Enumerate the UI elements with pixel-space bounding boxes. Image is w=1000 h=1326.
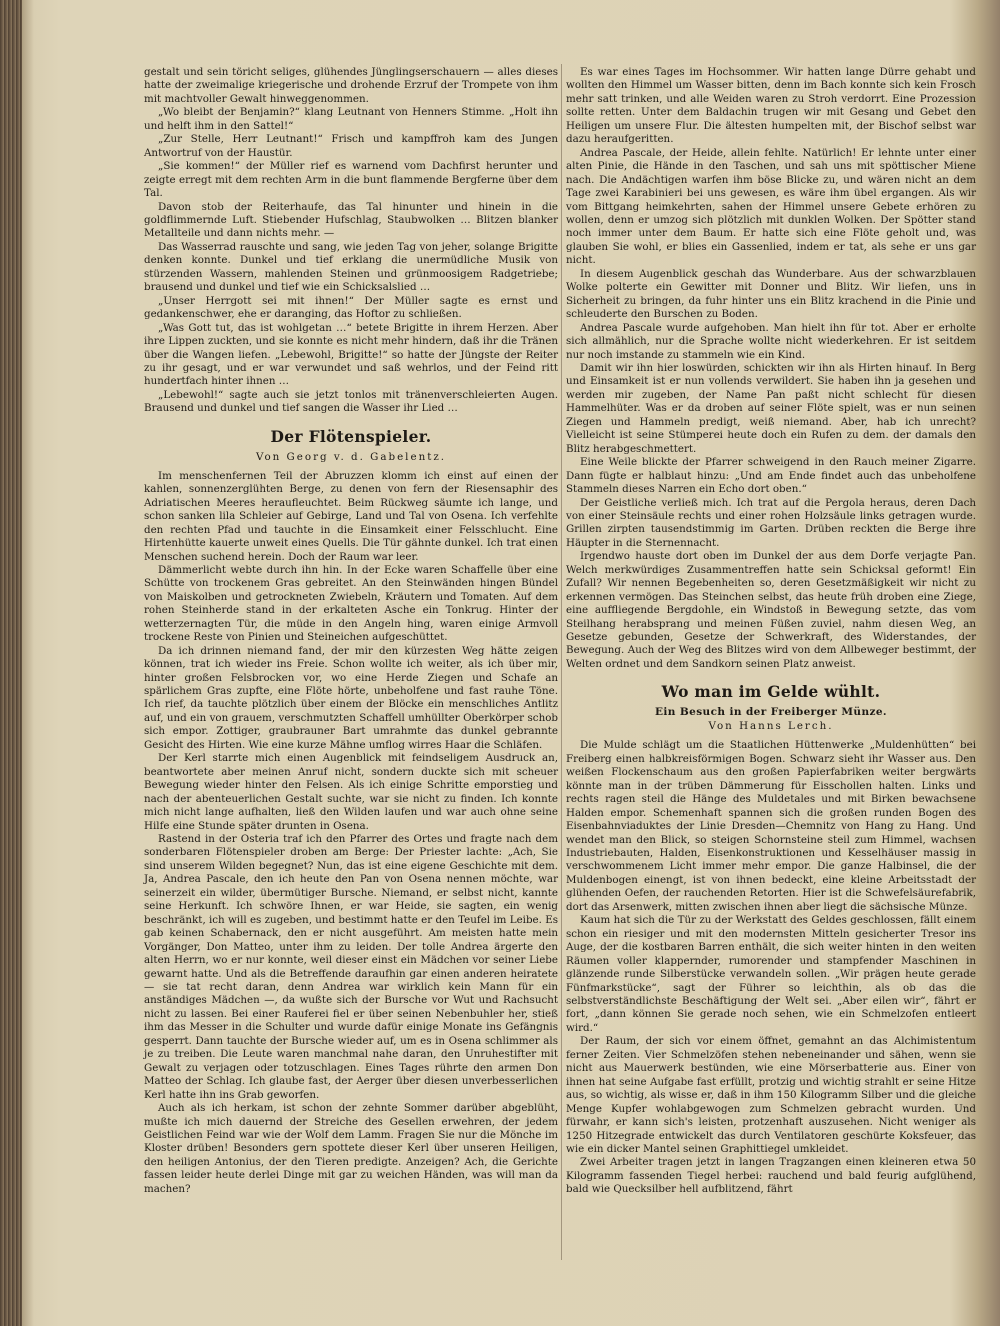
article-byline: Von Hanns Lerch. — [708, 720, 834, 733]
right-column — [566, 66, 976, 1197]
article-title: Wo man im Gelde wühlt. — [661, 682, 881, 702]
story-paragraph: Da ich drinnen niemand fand, der mir den kürzesten Weg hätte zeigen können, trat ich wieder ins Freie. Schon wollte ich weiter, als ich über mir, hinter großen Felsbrocken vor, wo eine Herde Ziegen und Schafe an spärlichem Gras zupfte, eine Flöte hörte, unbeholfene und fast rauhe Töne. Ich rief, da tauchte plötzlich über einem der Blöcke ein menschliches Antlitz auf, und ein von grauem, verschmutzten Schaffell umhüllter Oberkörper schob sich empor. Zottiger, graubrauner Bart umrahmte das dunkel gebrannte Gesicht des Hirten. Wie eine kurze Mähne umflog wirres Haar die Schläfen. — [144, 644, 558, 751]
article-paragraph: Der Raum, der sich vor einem öffnet, gemahnt an das Alchimistentum ferner Zeiten. Vier Schmelzöfen stehen nebeneinander und sähen, wenn sie nicht aus Mauerwerk bestünden, wie eine Mörserbatterie aus. Einer von ihnen hat seine Aufgabe fast erfüllt, protzig und wichtig strahlt er seine Hitze aus, so wichtig, als wisse er, daß in ihm 150 Kilogramm Silber und die gleiche Menge Kupfer wohlabgewogen zum Schmelzen gebracht wurden. Und fürwahr, er kann sich's leisten, protzenhaft auszusehen. Nicht weniger als 1250 Hitzegrade entwickelt das durch Ventilatoren geschürte Koksfeuer, das wie ein dicker Mantel seinen Graphittiegel umkleidet. — [566, 1035, 976, 1155]
story-paragraph: Das Wasserrad rauschte und sang, wie jeden Tag von jeher, solange Brigitte denken konnte. Dunkel und tief erklang die unermüdliche Musik von stürzenden Wassern, mahlenden Steinen und grünmoosigem Radgetriebe; brausend und dunkel und tief wie ein Schicksalslied … — [144, 240, 558, 294]
story-paragraph: „Unser Herrgott sei mit ihnen!“ Der Müller sagte es ernst und gedankenschwer, ehe er daranging, das Hoftor zu schließen. — [144, 294, 558, 321]
article-paragraph: Die Mulde schlägt um die Staatlichen Hüttenwerke „Muldenhütten“ bei Freiberg einen halbkreisförmigen Bogen. Schwarz sieht ihr Wasser aus. Den weißen Flockenschaum aus den großen Papierfabriken weiter bergwärts könnte man in der trüben Dämmerung für Eisschollen halten. Links und rechts ragen steil die Hänge des Muldetales und mit Birken bewachsene Halden empor. Schemenhaft spannen sich die großen runden Bogen des Eisenbahnviaduktes der Linie Dresden—Chemnitz von Hang zu Hang. Und wendet man den Blick, so steigen Schornsteine steil zum Himmel, wachsen Industriebauten, Halden, Eisenkonstruktionen und Kesselhäuser massig in verschwommenem Licht immer mehr empor. Die ganze Halbinsel, die der Muldenbogen einengt, ist von ihnen bedeckt, eine kleine Arbeitsstadt der glühenden Oefen, der rauchenden Retorten. Hier ist die Schwefelsäurefabrik, dort das Arsenwerk, mitten zwischen ihnen aber liegt die sächsische Münze. — [566, 739, 976, 913]
story-paragraph: „Lebewohl!“ sagte auch sie jetzt tonlos mit tränenverschleierten Augen. Brausend und dunkel und tief sangen die Wasser ihr Lied … — [144, 388, 558, 415]
story-paragraph: „Sie kommen!“ der Müller rief es warnend vom Dachfirst herunter und zeigte erregt mit dem rechten Arm in die bunt flammende Bergferne über dem Tal. — [144, 160, 558, 200]
story-paragraph: Im menschenfernen Teil der Abruzzen klomm ich einst auf einen der kahlen, sonnenzerglühten Berge, zu denen von fern der Riesensaphir des Adriatischen Meeres heraufleuchtet. Beim Rückweg säumte ich lange, und schon sanken lila Schleier auf Gebirge, Land und Tal von Osena. Ich verfehlte den rechten Pfad und tauchte in die Einsamkeit einer Felsschlucht. Eine Hirtenhütte kauerte unweit eines Quells. Die Tür gähnte dunkel. Ich trat einen Menschen suchend herein. Doch der Raum war leer. — [144, 469, 558, 563]
story-paragraph: Der Geistliche verließ mich. Ich trat auf die Pergola heraus, deren Dach von einer Steinsäule rechts und einer rohen Holzsäule links getragen wurde. Grillen zirpten tausendstimmig im Garten. Drüben reckten die Berge ihre Häupter in die Sternennacht. — [566, 496, 976, 549]
story-paragraph: Dämmerlicht webte durch ihn hin. In der Ecke waren Schaffelle über eine Schütte von trockenem Gras gebreitet. An den Steinwänden hingen Bündel von Maiskolben und getrockneten Zwiebeln, Kräutern und Tomaten. Auf dem rohen Steinherde stand in der erkalteten Asche ein Tonkrug. Hinter der wetterzernagten Tür, die müde in den Angeln hing, waren einige Armvoll trockene Reste von Pinien und Steineichen aufgeschüttet. — [144, 563, 558, 644]
story-paragraph: Auch als ich herkam, ist schon der zehnte Sommer darüber abgeblüht, mußte ich mich dauernd der Streiche des Gesellen erwehren, der jedem Geistlichen Feind war wie der Wolf dem Lamm. Fragen Sie nur die Mönche im Kloster drüben! Besonders gern spottete dieser Kerl über unseren Heiligen, den heiligen Antonius, der den Tieren predigte. Anzeigen? Ach, die Gerichte fassen leider heute derlei Dinge mit gar zu weichen Händen, was will man da machen? — [144, 1102, 558, 1195]
story-paragraph: „Was Gott tut, das ist wohlgetan …“ betete Brigitte in ihrem Herzen. Aber ihre Lippen zuckten, und sie konnte es nicht mehr hindern, daß ihr die Tränen über die Wangen liefen. „Lebewohl, Brigitte!“ so hatte der Jüngste der Reiter zu ihr gesagt, und er war verwundet und saß wehrlos, und der Feind ritt hundertfach hinter ihnen … — [144, 321, 558, 388]
story-paragraph: Eine Weile blickte der Pfarrer schweigend in den Rauch meiner Zigarre. Dann fügte er halblaut hinzu: „Und am Ende findet auch das unbeholfene Stammeln dieses Narren ein Echo dort oben.“ — [566, 456, 976, 496]
story-paragraph: gestalt und sein töricht seliges, glühendes Jünglingserschauern — alles dieses hatte der zweimalige kriegerische und drohende Erzruf der Trompete von ihm mit machtvoller Gewalt hinweggenommen. — [144, 66, 558, 105]
book-binding-edge — [0, 0, 22, 1326]
story-byline: Von Georg v. d. Gabelentz. — [255, 450, 447, 463]
story-paragraph: Der Kerl starrte mich einen Augenblick mit feindseligem Ausdruck an, beantwortete aber meinen Anruf nicht, sondern duckte sich mit scheuer Bewegung wieder hinter den Felsen. Als ich einige Schritte emporstieg und nach der abenteuerlichen Gestalt suchte, war sie nicht zu finden. Ich konnte mich nicht lange aufhalten, ließ den Wilden laufen und war auch ohne seine Hilfe eine Stunde später drunten in Osena. — [144, 752, 558, 832]
story-paragraph: Andrea Pascale, der Heide, allein fehlte. Natürlich! Er lehnte unter einer alten Pinie, die Hände in den Taschen, und sah uns mit spöttischer Miene nach. Die Andächtigen warfen ihm böse Blicke zu, und wären nicht an dem Tage zwei Karabinieri bei uns gewesen, es wäre ihm übel ergangen. Als wir vom Bittgang heimkehrten, sahen der Himmel unsere Gebete erhören zu wollen, denn er umzog sich plötzlich mit dunklen Wolken. Der Spötter stand noch immer unter dem Baum. Er hatte sich eine Flöte geholt und, was glauben Sie wohl, er blies ein Gassenlied, indem er tat, als sehe er uns gar nicht. — [566, 146, 976, 267]
article-paragraph: Kaum hat sich die Tür zu der Werkstatt des Geldes geschlossen, fällt einem schon ein riesiger und mit den modernsten Mitteln gesicherter Tresor ins Auge, der die kostbaren Barren enthält, die sich weiter hinten in den weiten Räumen voller klappernder, rumorender und stampfender Maschinen in glänzende runde Silberstücke verwandeln sollen. „Wir prägen heute gerade Fünfmarkstücke“, sagt der Führer so leichthin, als ob das die selbstverständlichste Beschäftigung der Welt sei. „Aber eilen wir“, fährt er fort, „dann können Sie gerade noch sehen, wie ein Schmelzofen entleert wird.“ — [566, 914, 976, 1034]
story-paragraph: Andrea Pascale wurde aufgehoben. Man hielt ihn für tot. Aber er erholte sich allmählich, nur die Sprache wollte nicht wiederkehren. Er ist seitdem nur noch imstande zu stammeln wie ein Kind. — [566, 321, 976, 361]
article-paragraph: Zwei Arbeiter tragen jetzt in langen Tragzangen einen kleineren etwa 50 Kilogramm fassenden Tiegel herbei: rauchend und bald feurig aufglühend, bald wie Quecksilber hell aufblitzend, fährt — [566, 1156, 976, 1196]
story-paragraph: Es war eines Tages im Hochsommer. Wir hatten lange Dürre gehabt und wollten den Himmel um Wasser bitten, denn im Bach konnte sich kein Frosch mehr satt trinken, und alle Weiden waren zu Stroh verdorrt. Eine Prozession sollte retten. Unter dem Baldachin trugen wir mit Gesang und Gebet den Heiligen um unsere Flur. Die ältesten humpelten mit, der Bischof selbst war dazu heraufgeritten. — [566, 66, 976, 146]
story-title: Der Flötenspieler. — [270, 426, 432, 446]
story-paragraph: Rastend in der Osteria traf ich den Pfarrer des Ortes und fragte nach dem sonderbaren Flötenspieler droben am Berge: Der Priester lachte: „Ach, Sie sind unserem Wilden begegnet? Nun, das ist eine eigene Geschichte mit dem. Ja, Andrea Pascale, den ich heute den Pan von Osena nennen möchte, war seinerzeit ein wilder, übermütiger Bursche. Niemand, er selbst nicht, kannte seine Herkunft. Ich schwöre Ihnen, er war Heide, sie sagten, ein wenig beschränkt, ich will es zugeben, und bestimmt hatte er den Teufel im Leibe. Es gab keinen Schabernack, den er nicht ausgeführt. Am meisten hatte mein Vorgänger, Don Matteo, unter ihm zu leiden. Der tolle Andrea ärgerte den alten Herrn, wo er nur konnte, weil dieser einst ein Mädchen vor seiner Liebe gewarnt hatte. Und als die Betreffende daraufhin gar einen anderen heiratete — sie tat recht daran, denn Andrea war wirklich kein Mann für ein anständiges Mädchen —, da wußte sich der Bursche vor Wut und Rachsucht nicht zu lassen. Bei einer Rauferei fiel er über seinen Nebenbuhler her, stieß ihm das Messer in die Schulter und wurde dafür einige Monate ins Gefängnis gesperrt. Dann tauchte der Bursche wieder auf, um es in Osena schlimmer als je zu treiben. Die Leute waren manchmal nahe daran, den Unruhestifter mit Gewalt zu verjagen oder totzuschlagen. Eines Tages rührte den armen Don Matteo der Schlag. Ich glaube fast, der Aerger über diesen unverbesserlichen Kerl hatte ihn ins Grab geworfen. — [144, 833, 558, 1101]
column-divider — [561, 64, 562, 1260]
story-paragraph: Davon stob der Reiterhaufe, das Tal hinunter und hinein in die goldflimmernde Luft. Stiebender Hufschlag, Staubwolken … Blitzen blanker Metallteile und dann nichts mehr. — — [144, 200, 558, 240]
story-paragraph: In diesem Augenblick geschah das Wunderbare. Aus der schwarzblauen Wolke polterte ein Gewitter mit Donner und Blitz. Wir liefen, uns in Sicherheit zu bringen, da fuhr hinter uns ein Blitz krachend in die Pinie und schleuderte den Burschen zu Boden. — [566, 267, 976, 321]
story-paragraph: „Wo bleibt der Benjamin?“ klang Leutnant von Henners Stimme. „Holt ihn und helft ihm in den Sattel!“ — [144, 106, 558, 132]
story-paragraph: Irgendwo hauste dort oben im Dunkel der aus dem Dorfe verjagte Pan. Welch merkwürdiges Zusammentreffen hatte sein Schicksal geformt! Ein Zufall? Wir nennen Begebenheiten so, deren Gesetzmäßigkeit wir nicht zu erkennen vermögen. Das Steinchen selbst, das heute früh droben eine Ziege, eine auffliegende Bergdohle, ein Windstoß in Bewegung setzte, das vom Steilhang herabsprang und meinen Füßen zuviel, nahm diesen Weg, an Gesetze gebunden, Gesetze der Schwerkraft, des Widerstandes, der Bewegung. Auch der Weg des Blitzes wird von dem Allbeweger bestimmt, der Welten ordnet und dem Sandkorn seinen Platz anweist. — [566, 550, 976, 670]
article-subtitle: Ein Besuch in der Freiberger Münze. — [655, 706, 887, 719]
story-paragraph: Damit wir ihn hier loswürden, schickten wir ihn als Hirten hinauf. In Berg und Einsamkeit ist er nun vollends verwildert. Sie haben ihn ja gesehen und werden mir zugeben, der Name Pan paßt nicht schlecht für diesen Hammelhüter. Was er da droben auf seiner Flöte spielt, was er nun seinen Ziegen und Hammeln predigt, weiß niemand. Aber, hab ich unrecht? Vielleicht ist seine Stümperei heute doch ein Rufen zu dem. der damals den Blitz herabgeschmettert. — [566, 361, 976, 455]
left-column — [144, 66, 558, 1196]
story-paragraph: „Zur Stelle, Herr Leutnant!“ Frisch und kampffroh kam des Jungen Antwortruf von der Haustür. — [144, 133, 558, 159]
